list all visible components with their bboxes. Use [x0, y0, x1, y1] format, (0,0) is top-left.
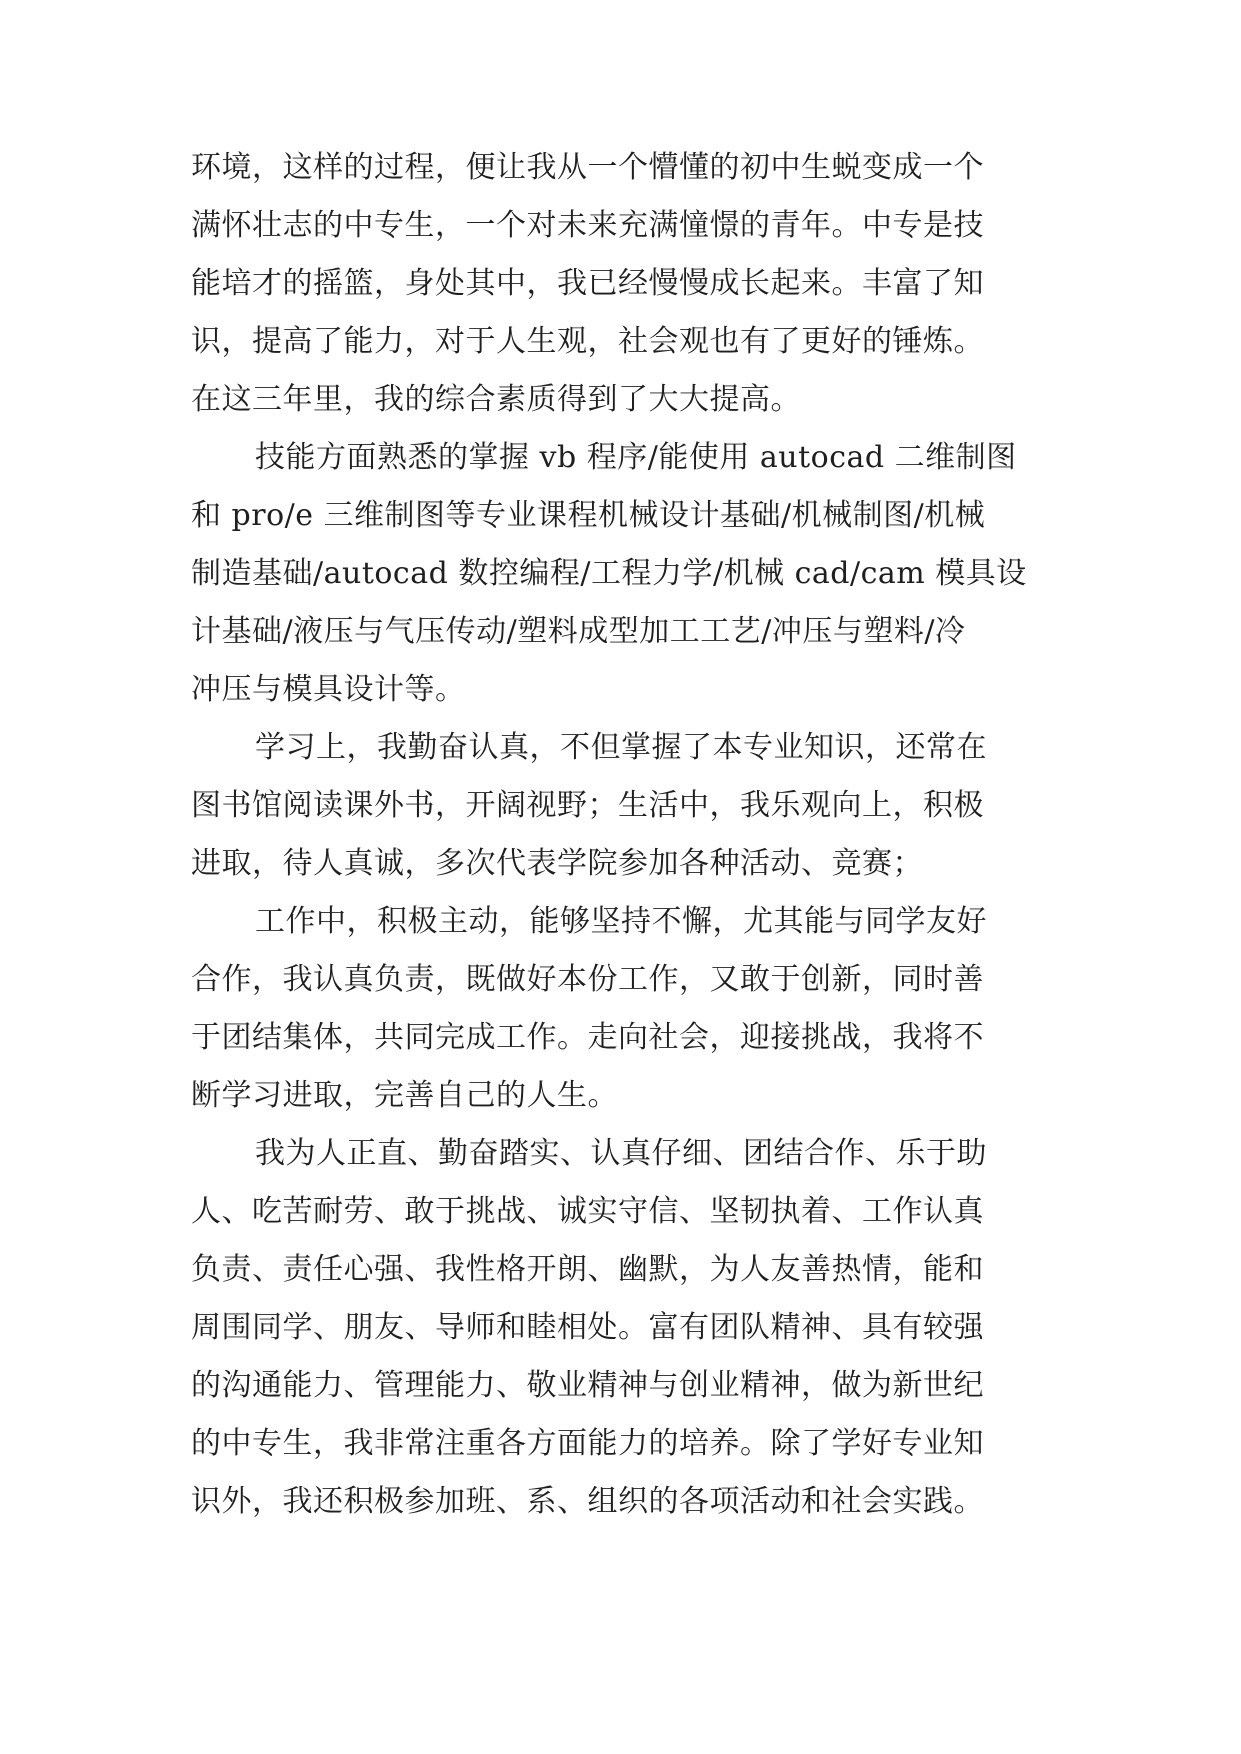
- paragraph-first-line: 技能方面熟悉的掌握 vb 程序/能使用 autocad 二维制图: [255, 440, 1017, 475]
- text-line: 周围同学、朋友、导师和睦相处。富有团队精神、具有较强: [191, 1310, 984, 1345]
- text-line: 人、吃苦耐劳、敢于挑战、诚实守信、坚韧执着、工作认真: [191, 1194, 984, 1229]
- text-line: 于团结集体，共同完成工作。走向社会，迎接挑战，我将不: [191, 1020, 984, 1055]
- text-line: 和 pro/e 三维制图等专业课程机械设计基础/机械制图/机械: [191, 498, 986, 533]
- paragraph-first-line: 学习上，我勤奋认真，不但掌握了本专业知识，还常在: [255, 730, 987, 765]
- text-line: 能培才的摇篮，身处其中，我已经慢慢成长起来。丰富了知: [191, 266, 984, 301]
- text-line: 在这三年里，我的综合素质得到了大大提高。: [191, 382, 801, 417]
- text-line: 冲压与模具设计等。: [191, 672, 466, 707]
- text-line: 断学习进取，完善自己的人生。: [191, 1078, 618, 1113]
- text-line: 制造基础/autocad 数控编程/工程力学/机械 cad/cam 模具设: [191, 556, 1027, 591]
- text-line: 识，提高了能力，对于人生观，社会观也有了更好的锤炼。: [191, 324, 984, 359]
- text-line: 合作，我认真负责，既做好本份工作，又敢于创新，同时善: [191, 962, 984, 997]
- text-line: 负责、责任心强、我性格开朗、幽默，为人友善热情，能和: [191, 1252, 984, 1287]
- text-line: 的沟通能力、管理能力、敬业精神与创业精神，做为新世纪: [191, 1368, 984, 1403]
- text-line: 环境，这样的过程，便让我从一个懵懂的初中生蜕变成一个: [191, 150, 984, 185]
- text-line: 计基础/液压与气压传动/塑料成型加工工艺/冲压与塑料/冷: [191, 614, 966, 649]
- text-line: 进取，待人真诚，多次代表学院参加各种活动、竞赛；: [191, 846, 923, 881]
- text-line: 满怀壮志的中专生，一个对未来充满憧憬的青年。中专是技: [191, 208, 984, 243]
- text-line: 图书馆阅读课外书，开阔视野；生活中，我乐观向上，积极: [191, 788, 984, 823]
- text-line: 的中专生，我非常注重各方面能力的培养。除了学好专业知: [191, 1426, 984, 1461]
- paragraph-first-line: 我为人正直、勤奋踏实、认真仔细、团结合作、乐于助: [255, 1136, 987, 1171]
- text-line: 识外，我还积极参加班、系、组织的各项活动和社会实践。: [191, 1484, 984, 1519]
- paragraph-first-line: 工作中，积极主动，能够坚持不懈，尤其能与同学友好: [255, 904, 987, 939]
